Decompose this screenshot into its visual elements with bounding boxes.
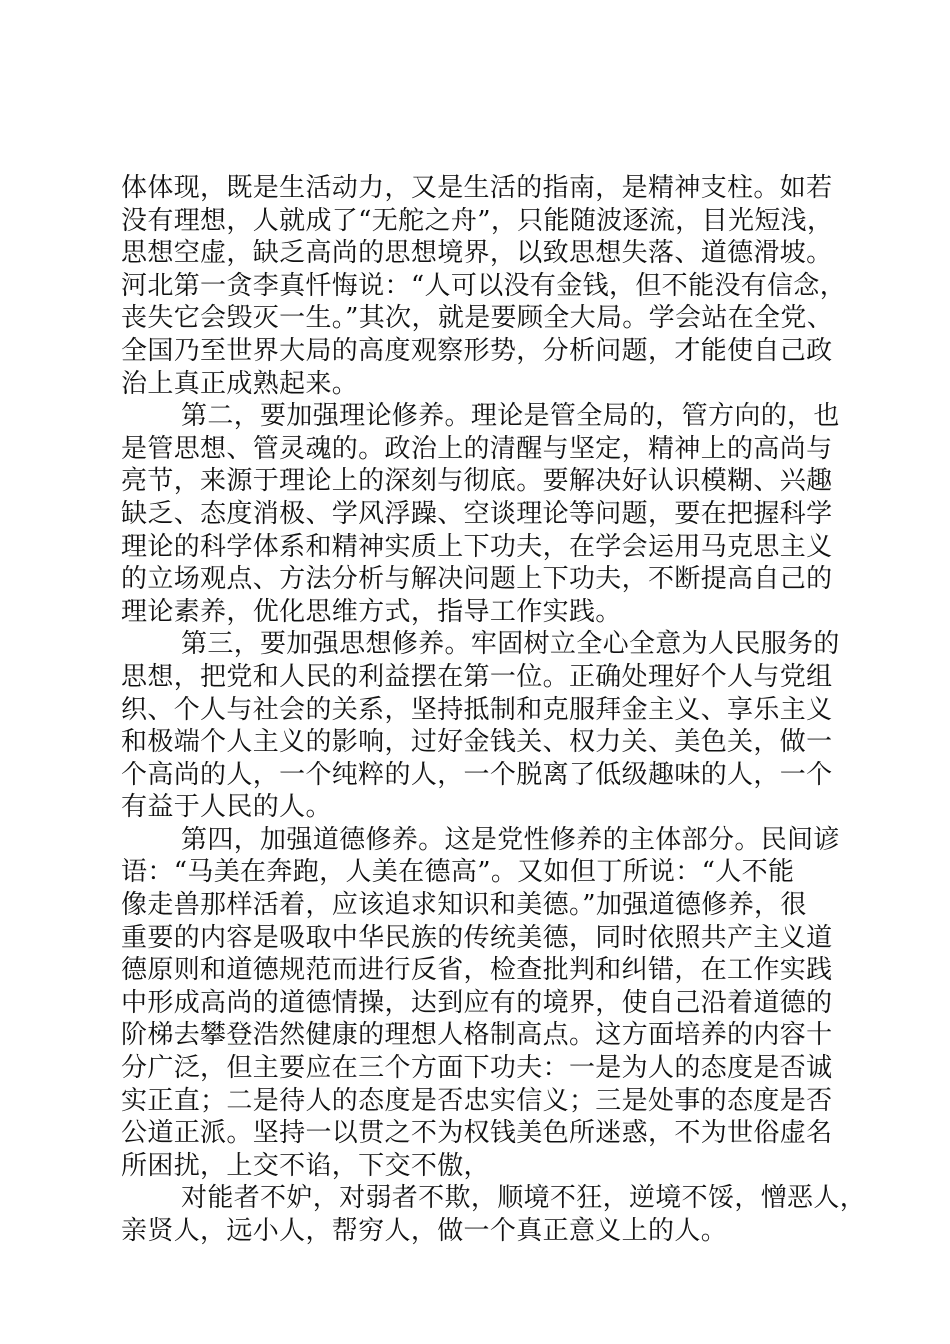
- text-line: 有益于人民的人。: [121, 792, 332, 823]
- text-line: 是管思想、管灵魂的。政治上的清醒与坚定，精神上的高尚与: [121, 433, 833, 464]
- paragraph-start-line: 第四，加强道德修养。这是党性修养的主体部分。民间谚: [181, 824, 840, 855]
- text-line: 河北第一贪李真忏悔说：“人可以没有金钱，但不能没有信念，: [121, 270, 847, 301]
- text-line: 中形成高尚的道德情操，达到应有的境界，使自己沿着道德的: [121, 987, 833, 1018]
- text-line: 思想，把党和人民的利益摆在第一位。正确处理好个人与党组: [121, 661, 833, 692]
- text-line: 思想空虚，缺乏高尚的思想境界，以致思想失落、道德滑坡。: [121, 238, 833, 269]
- text-line: 公道正派。坚持一以贯之不为权钱美色所迷惑，不为世俗虚名: [121, 1118, 833, 1149]
- text-line: 重要的内容是吸取中华民族的传统美德，同时依照共产主义道: [121, 922, 833, 953]
- paragraph-start-line: 对能者不妒，对弱者不欺，顺境不狂，逆境不馁，憎恶人，: [181, 1183, 867, 1214]
- text-line: 缺乏、态度消极、学风浮躁、空谈理论等问题，要在把握科学: [121, 498, 833, 529]
- document-body: [121, 172, 867, 1248]
- paragraph-start-line: 第二，要加强理论修养。理论是管全局的，管方向的，也: [181, 401, 840, 432]
- text-line: 全国乃至世界大局的高度观察形势，分析问题，才能使自己政: [121, 335, 833, 366]
- text-line: 没有理想，人就成了“无舵之舟”，只能随波逐流，目光短浅，: [121, 205, 834, 236]
- text-line: 织、个人与社会的关系，坚持抵制和克服拜金主义、享乐主义: [121, 694, 833, 725]
- text-line: 亲贤人，远小人，帮穷人，做一个真正意义上的人。: [121, 1216, 728, 1246]
- text-line: 体体现，既是生活动力，又是生活的指南，是精神支柱。如若: [121, 173, 833, 203]
- text-line: 语：“马美在奔跑，人美在德高”。又如但丁所说：“人不能: [121, 857, 795, 888]
- text-line: 和极端个人主义的影响，过好金钱关、权力关、美色关，做一: [121, 727, 833, 758]
- text-line: 实正直；二是待人的态度是否忠实信义；三是处事的态度是否: [121, 1085, 833, 1116]
- text-line: 亮节，来源于理论上的深刻与彻底。要解决好认识模糊、兴趣: [121, 466, 833, 497]
- text-line: 治上真正成熟起来。: [121, 368, 359, 399]
- text-line: 的立场观点、方法分析与解决问题上下功夫，不断提高自己的: [121, 564, 833, 595]
- text-line: 理论的科学体系和精神实质上下功夫，在学会运用马克思主义: [121, 531, 833, 562]
- text-line: 所困扰，上交不谄，下交不傲，: [121, 1150, 490, 1181]
- text-line: 丧失它会毁灭一生。”其次，就是要顾全大局。学会站在全党、: [121, 303, 834, 334]
- text-line: 阶梯去攀登浩然健康的理想人格制高点。这方面培养的内容十: [121, 1020, 833, 1051]
- text-line: 分广泛，但主要应在三个方面下功夫：一是为人的态度是否诚: [121, 1053, 833, 1084]
- text-line: 个高尚的人，一个纯粹的人，一个脱离了低级趣味的人，一个: [121, 759, 833, 790]
- text-line: 像走兽那样活着，应该追求知识和美德。”加强道德修养，很: [121, 890, 807, 921]
- text-line: 理论素养，优化思维方式，指导工作实践。: [121, 596, 622, 627]
- paragraph-start-line: 第三，要加强思想修养。牢固树立全心全意为人民服务的: [181, 629, 840, 660]
- text-line: 德原则和道德规范而进行反省，检查批判和纠错，在工作实践: [121, 955, 833, 986]
